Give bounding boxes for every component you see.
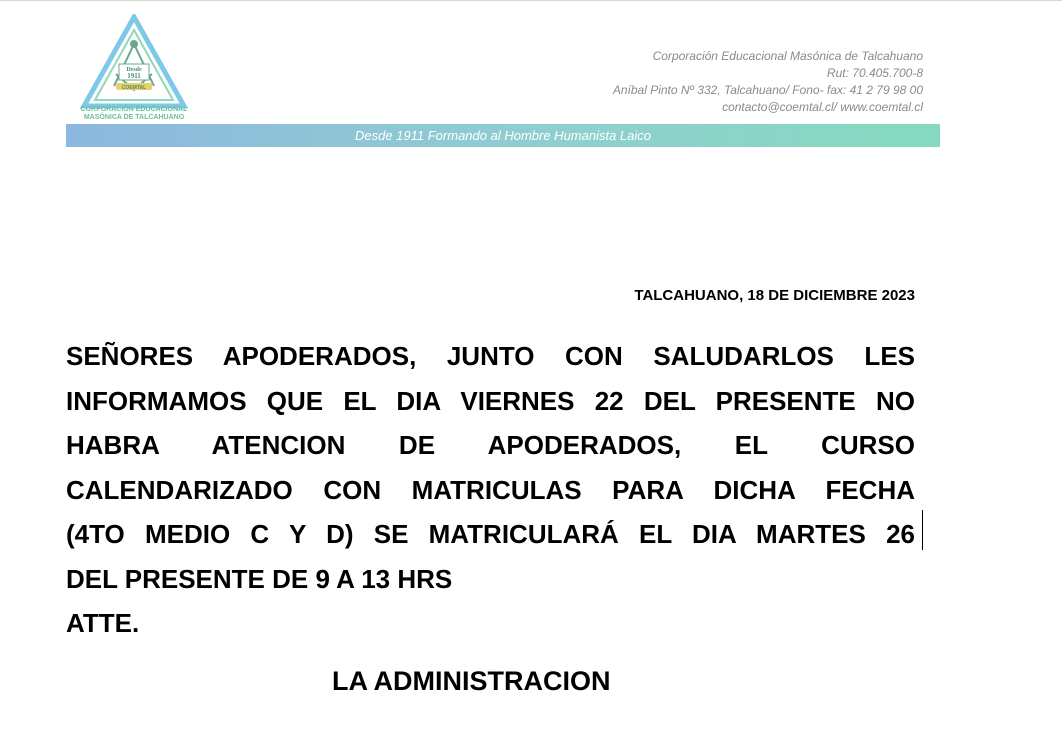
text-cursor — [922, 510, 923, 550]
org-email-website: contacto@coemtal.cl/ www.coemtal.cl — [722, 100, 923, 114]
motto-text: Desde 1911 Formando al Hombre Humanista Laico — [354, 128, 652, 143]
motto-banner — [66, 124, 940, 147]
body-line-2: INFORMAMOS QUE EL DIA VIERNES 22 DEL PRESENTE NO — [66, 385, 915, 416]
letter-date: TALCAHUANO, 18 DE DICIEMBRE 2023 — [634, 287, 915, 304]
logo-year: 1911 — [127, 72, 141, 80]
organization-contact-block — [613, 48, 923, 116]
logo-year-top: Desde — [126, 67, 142, 73]
body-line-5: (4TO MEDIO C Y D) SE MATRICULARÁ EL DIA MARTES 26 — [66, 519, 915, 549]
org-address-phone: Aníbal Pinto Nº 332, Talcahuano/ Fono- fax: 41 2 79 98 00 — [612, 83, 923, 97]
body-line-3: HABRA ATENCION DE APODERADOS, EL CURSO — [66, 430, 915, 460]
org-name: Corporación Educacional Masónica de Talcahuano — [652, 49, 923, 63]
signature: LA ADMINISTRACION — [332, 666, 611, 696]
body-line-4: CALENDARIZADO CON MATRICULAS PARA DICHA FECHA — [66, 474, 915, 505]
logo-ribbon: COEMTAL — [121, 85, 147, 91]
letter-body — [66, 334, 915, 646]
page-top-border — [0, 0, 1062, 1]
logo-caption — [80, 106, 188, 122]
body-line-1: SEÑORES APODERADOS, JUNTO CON SALUDARLOS LES — [66, 341, 915, 371]
closing-atte: ATTE. — [66, 608, 140, 638]
org-rut: Rut: 70.405.700-8 — [826, 66, 923, 80]
logo-caption-line2: MASÓNICA DE TALCAHUANO — [83, 114, 185, 121]
logo-caption-line1: CORPORACIÓN EDUCACIONAL — [80, 106, 188, 113]
body-line-6: DEL PRESENTE DE 9 A 13 HRS — [66, 563, 453, 594]
